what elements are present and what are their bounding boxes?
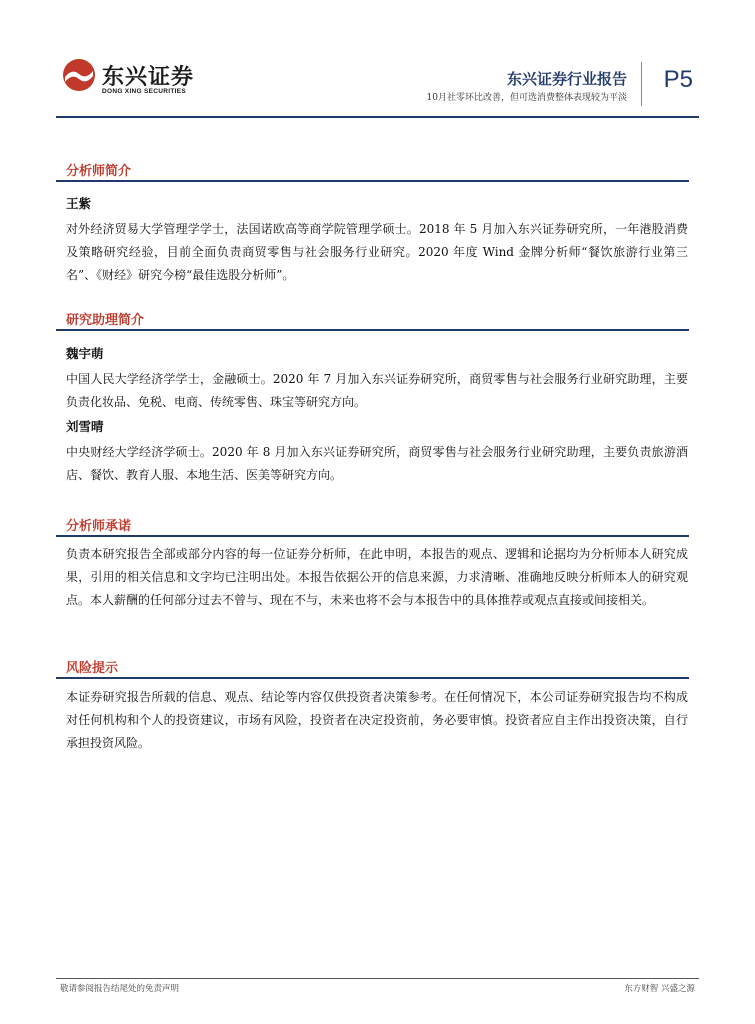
assistant-name-1: 魏宇萌 (66, 346, 104, 361)
section-rule-assistant (56, 329, 689, 331)
footer-slogan: 东方财智 兴盛之源 (624, 984, 695, 994)
commitment-text: 负责本研究报告全部或部分内容的每一位证券分析师，在此申明，本报告的观点、逻辑和论据均为分析师本人研究成果，引用的相关信息和文字均已注明出处。本报告依据公开的信息来源，力求清晰、准确地反映分析师本人的研究观点。本人薪酬的任何部分过去不曾与、现在不与，未来也将不会与本报告中的具体推荐或观点直接或间接相关。 (66, 547, 688, 607)
section-rule-risk (56, 677, 689, 679)
section-rule-analyst (56, 180, 689, 182)
risk-text: 本证券研究报告所载的信息、观点、结论等内容仅供投资者决策参考。在任何情况下，本公司证券研究报告均不构成对任何机构和个人的投资建议，市场有风险，投资者在决定投资前，务必要审慎。投资者应自主作出投资决策，自行承担投资风险。 (66, 690, 688, 750)
logo-text-cn: 东兴证券 (102, 65, 195, 90)
section-title-commitment: 分析师承诺 (66, 519, 132, 534)
footer-disclaimer-note: 敬请参阅报告结尾处的免责声明 (60, 984, 180, 994)
header-divider (641, 62, 642, 106)
company-logo (62, 56, 202, 98)
report-subtitle: 10月社零环比改善，但可选消费整体表现较为平淡 (426, 93, 627, 103)
section-title-risk: 风险提示 (66, 661, 119, 676)
analyst-name: 王紫 (66, 196, 92, 211)
page-header (56, 56, 699, 116)
header-rule (56, 116, 699, 118)
section-title-assistant: 研究助理简介 (66, 313, 145, 328)
section-title-analyst: 分析师简介 (66, 164, 132, 179)
analyst-bio: 对外经济贸易大学管理学学士，法国诺欧高等商学院管理学硕士。2018 年 5 月加入东兴证券研究所，一年港股消费及策略研究经验，目前全面负责商贸零售与社会服务行业研究。2020 年度 Wind 金牌分析师“餐饮旅游行业第三名”、《财经》研究今榜“最佳选股分析师”。 (66, 222, 688, 282)
assistant-bio-1: 中国人民大学经济学学士，金融硕士。2020 年 7 月加入东兴证券研究所，商贸零售与社会服务行业研究助理，主要负责化妆品、免税、电商、传统零售、珠宝等研究方向。 (66, 372, 688, 409)
logo-text-en: DONG XING SECURITIES (102, 88, 187, 95)
assistant-name-2: 刘雪晴 (66, 419, 104, 434)
logo-mark-icon (62, 58, 96, 92)
page-number: P5 (663, 66, 693, 93)
footer-rule (56, 978, 699, 979)
report-type: 东兴证券行业报告 (506, 70, 627, 88)
section-rule-commitment (56, 535, 689, 537)
assistant-bio-2: 中央财经大学经济学硕士。2020 年 8 月加入东兴证券研究所，商贸零售与社会服务行业研究助理，主要负责旅游酒店、餐饮、教育人服、本地生活、医美等研究方向。 (66, 445, 688, 482)
